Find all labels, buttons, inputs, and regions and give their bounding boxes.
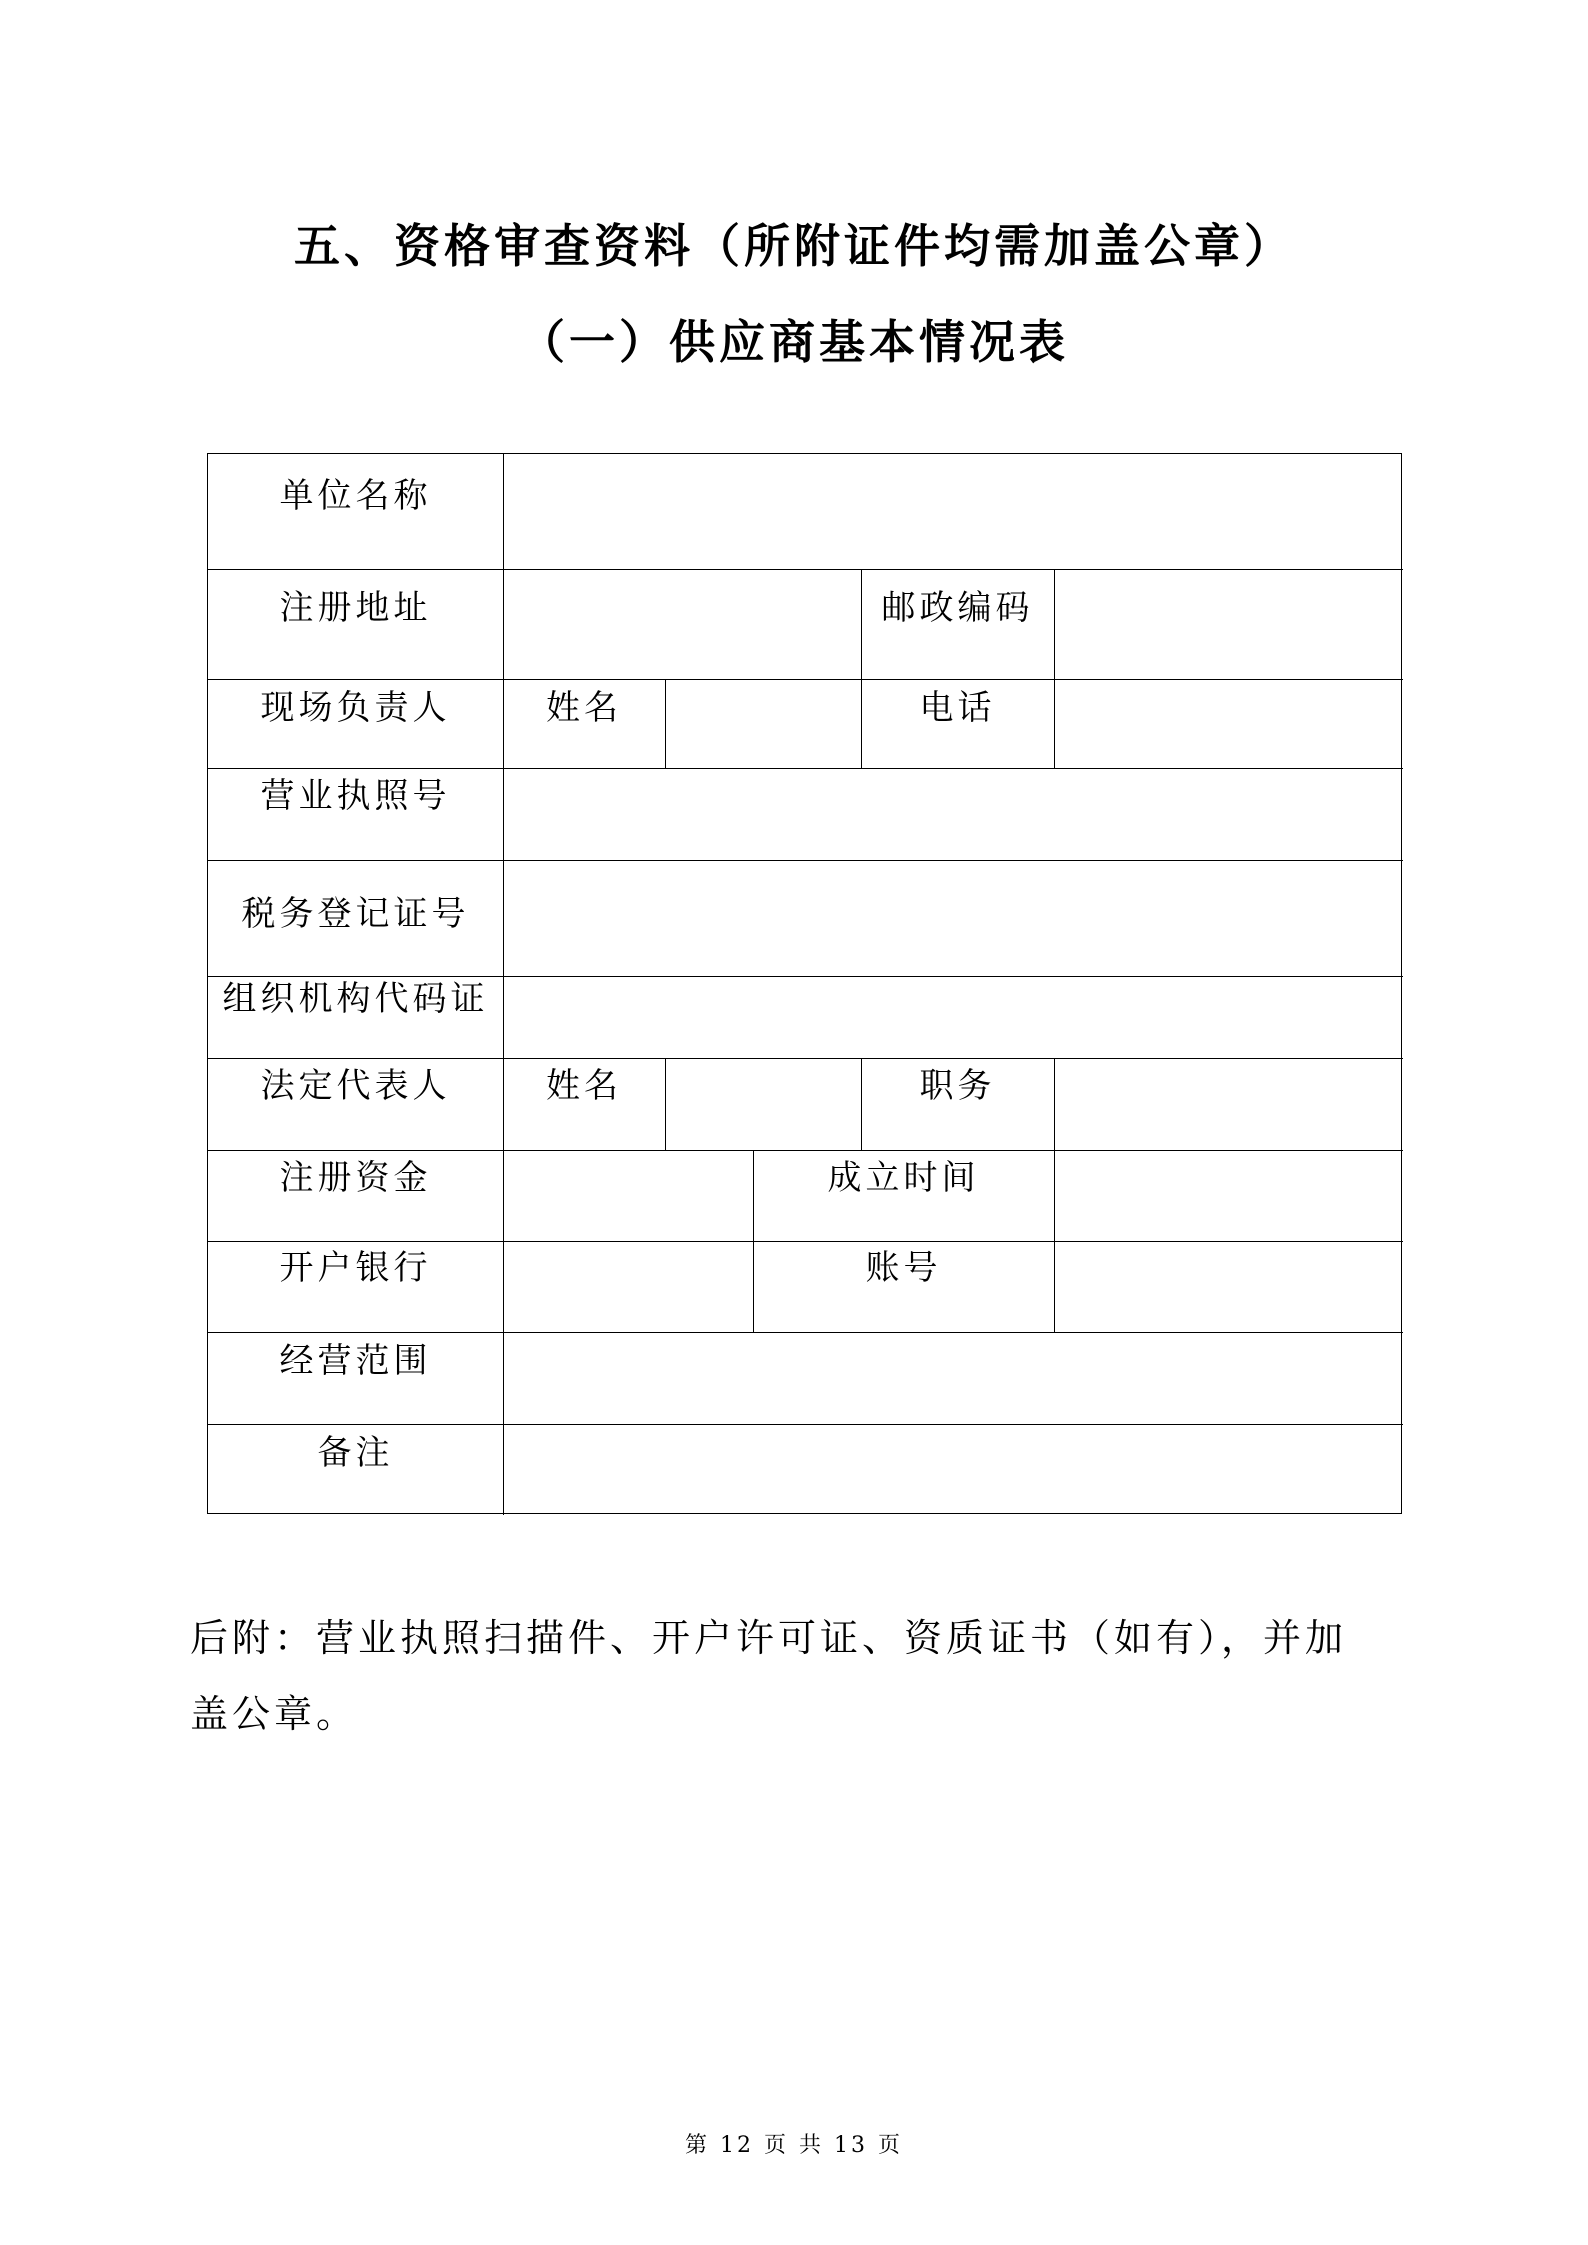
label-phone: 电话 <box>919 688 996 728</box>
label-legal-rep: 法定代表人 <box>260 1066 451 1106</box>
row-divider <box>208 976 1403 977</box>
page-title: 五、资格审查资料（所附证件均需加盖公章） <box>294 219 1294 273</box>
row-divider <box>208 569 1403 570</box>
label-business-license: 营业执照号 <box>260 776 451 816</box>
label-name: 姓名 <box>546 1066 622 1106</box>
col-divider <box>1054 569 1055 679</box>
label-org-code: 组织机构代码证 <box>222 979 489 1019</box>
col-divider <box>1054 679 1055 768</box>
label-site-manager: 现场负责人 <box>260 688 451 728</box>
supplier-info-table <box>207 453 1402 1514</box>
row-divider <box>208 679 1403 680</box>
row-divider <box>208 1332 1403 1333</box>
row-divider <box>208 1241 1403 1242</box>
label-remarks: 备注 <box>317 1433 394 1473</box>
label-name: 姓名 <box>546 688 622 728</box>
label-established: 成立时间 <box>827 1158 980 1198</box>
col-divider <box>1054 1150 1055 1332</box>
page-number: 第 12 页 共 13 页 <box>685 2133 903 2158</box>
label-reg-address: 注册地址 <box>279 588 432 628</box>
label-position: 职务 <box>919 1066 996 1106</box>
label-postal-code: 邮政编码 <box>881 588 1034 628</box>
row-divider <box>208 1424 1403 1425</box>
row-divider <box>208 768 1403 769</box>
label-reg-capital: 注册资金 <box>279 1158 432 1198</box>
row-divider <box>208 1150 1403 1151</box>
label-business-scope: 经营范围 <box>279 1341 432 1381</box>
label-account: 账号 <box>865 1248 942 1288</box>
label-unit-name: 单位名称 <box>279 476 432 516</box>
label-bank: 开户银行 <box>279 1248 432 1288</box>
attachment-note <box>190 1600 1410 1752</box>
form-subtitle: （一）供应商基本情况表 <box>519 315 1069 369</box>
col-divider <box>665 679 666 768</box>
label-column-divider <box>503 454 504 1515</box>
label-tax-registration: 税务登记证号 <box>241 894 470 934</box>
col-divider <box>665 1058 666 1150</box>
col-divider <box>1054 1058 1055 1150</box>
row-divider <box>208 1058 1403 1059</box>
row-divider <box>208 860 1403 861</box>
note-line: 后附：营业执照扫描件、开户许可证、资质证书（如有），并加 <box>190 1616 1348 1660</box>
note-line: 盖公章。 <box>190 1692 359 1736</box>
